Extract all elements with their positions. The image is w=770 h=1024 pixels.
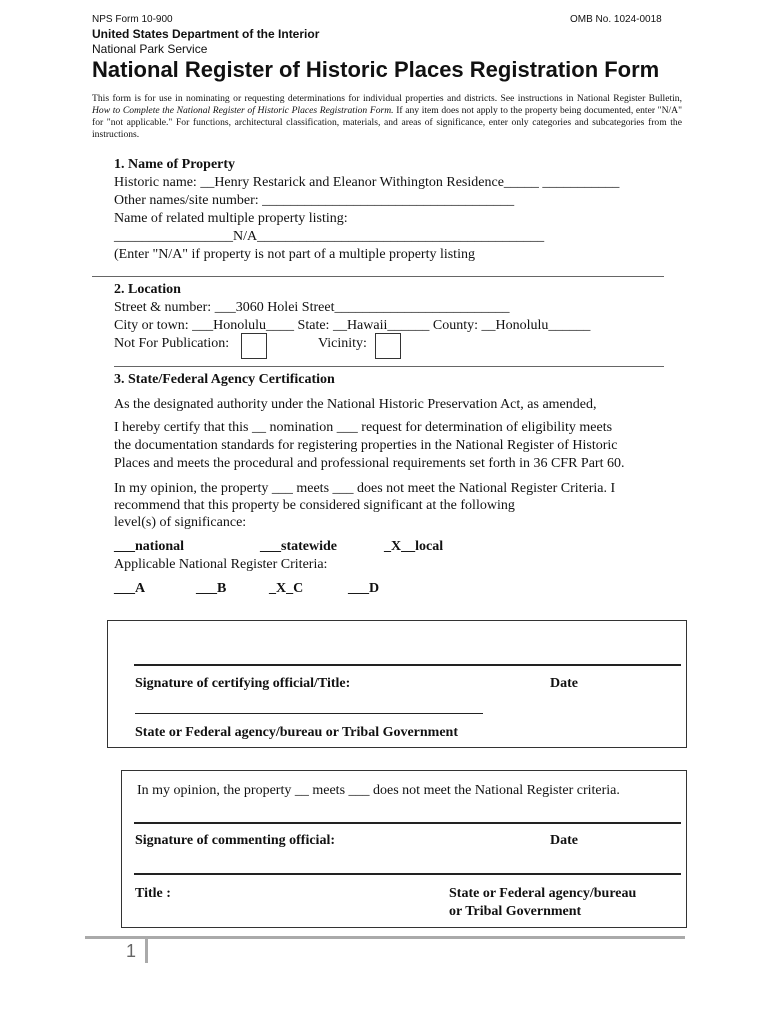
criterion-a[interactable]: ___A xyxy=(114,581,146,596)
street-field[interactable]: Street & number: ___3060 Holei Street_________________________ xyxy=(114,300,510,315)
form-number: NPS Form 10-900 xyxy=(92,14,173,25)
commenting-agency-line-1: State or Federal agency/bureau xyxy=(449,886,637,901)
vicinity-label: Vicinity: xyxy=(318,336,367,351)
not-for-publication-label: Not For Publication: xyxy=(114,336,230,351)
criterion-c[interactable]: _X_C xyxy=(269,581,304,596)
certifying-signature-label: Signature of certifying official/Title: xyxy=(135,676,351,691)
signature-line[interactable] xyxy=(134,822,681,824)
related-listing-value[interactable]: _________________N/A_________________________________________ xyxy=(114,229,545,244)
commenting-agency-line-2: or Tribal Government xyxy=(449,904,582,919)
divider xyxy=(114,366,664,367)
intro-text-1: This form is for use in nominating or requesting determinations for individual properties and districts. See instructions in National Register Bulletin, xyxy=(92,93,682,104)
historic-name-value[interactable]: __Henry Restarick and Eleanor Withington Residence_____ ___________ xyxy=(200,175,620,190)
certify-line-1: I hereby certify that this __ nomination ___ request for determination of eligibility meets xyxy=(114,420,613,435)
certify-line-2: the documentation standards for registering properties in the National Register of Historic xyxy=(114,438,618,453)
criterion-d[interactable]: ___D xyxy=(348,581,380,596)
intro-paragraph xyxy=(92,93,682,141)
section2-heading: 2. Location xyxy=(114,282,181,297)
section3-heading: 3. State/Federal Agency Certification xyxy=(114,372,335,387)
section1-heading: 1. Name of Property xyxy=(114,157,236,172)
page-number: 1 xyxy=(126,941,137,961)
city-state-county-field[interactable]: City or town: ___Honolulu____ State: __Hawaii______ County: __Honolulu______ xyxy=(114,318,591,333)
signature-line[interactable] xyxy=(134,664,681,666)
footer-divider xyxy=(145,939,148,963)
opinion-line-1: In my opinion, the property ___ meets ___ does not meet the National Register Criteria. I xyxy=(114,481,616,496)
opinion-line-3: level(s) of significance: xyxy=(114,515,247,530)
level-statewide[interactable]: ___statewide xyxy=(260,539,337,554)
other-names-field[interactable]: Other names/site number: ____________________________________ xyxy=(114,193,515,208)
page-title: National Register of Historic Places Registration Form xyxy=(92,57,660,82)
commenting-title-label: Title : xyxy=(135,886,171,901)
historic-name-label: Historic name: xyxy=(114,175,201,190)
commenting-signature-label: Signature of commenting official: xyxy=(135,833,335,848)
certify-line-3: Places and meets the procedural and professional requirements set forth in 36 CFR Part 60. xyxy=(114,456,625,471)
omb-number: OMB No. 1024-0018 xyxy=(570,14,662,25)
certifying-date-label: Date xyxy=(550,676,578,691)
service-name: National Park Service xyxy=(92,42,208,56)
historic-name-row xyxy=(114,174,619,192)
agency-line[interactable] xyxy=(135,713,483,714)
criterion-b[interactable]: ___B xyxy=(196,581,227,596)
department-name: United States Department of the Interior xyxy=(92,27,320,41)
title-line[interactable] xyxy=(134,873,681,875)
not-for-publication-checkbox[interactable] xyxy=(241,333,267,359)
commenting-opinion: In my opinion, the property __ meets ___ does not meet the National Register criteria. xyxy=(137,783,620,798)
na-note: (Enter "N/A" if property is not part of a multiple property listing xyxy=(114,247,475,262)
intro-bulletin-title: How to Complete the National Register of Historic Places Registration Form. xyxy=(92,105,394,116)
certifying-agency-label: State or Federal agency/bureau or Tribal Government xyxy=(135,725,459,740)
commenting-date-label: Date xyxy=(550,833,578,848)
opinion-line-2: recommend that this property be considered significant at the following xyxy=(114,498,515,513)
divider xyxy=(92,276,664,277)
criteria-label: Applicable National Register Criteria: xyxy=(114,557,328,572)
related-listing-label: Name of related multiple property listing: xyxy=(114,211,348,226)
intro-text-2: If any item does not apply to the property being documented, enter "N/A" for "not applicable." For functions, architectural classification, materials, and areas of significance, enter only categories and subcategories from the instructions. xyxy=(92,105,683,140)
vicinity-checkbox[interactable] xyxy=(375,333,401,359)
level-local[interactable]: _X__local xyxy=(384,539,444,554)
authority-text: As the designated authority under the National Historic Preservation Act, as amended, xyxy=(114,397,597,412)
footer-rule xyxy=(85,936,685,939)
level-national[interactable]: ___national xyxy=(114,539,185,554)
